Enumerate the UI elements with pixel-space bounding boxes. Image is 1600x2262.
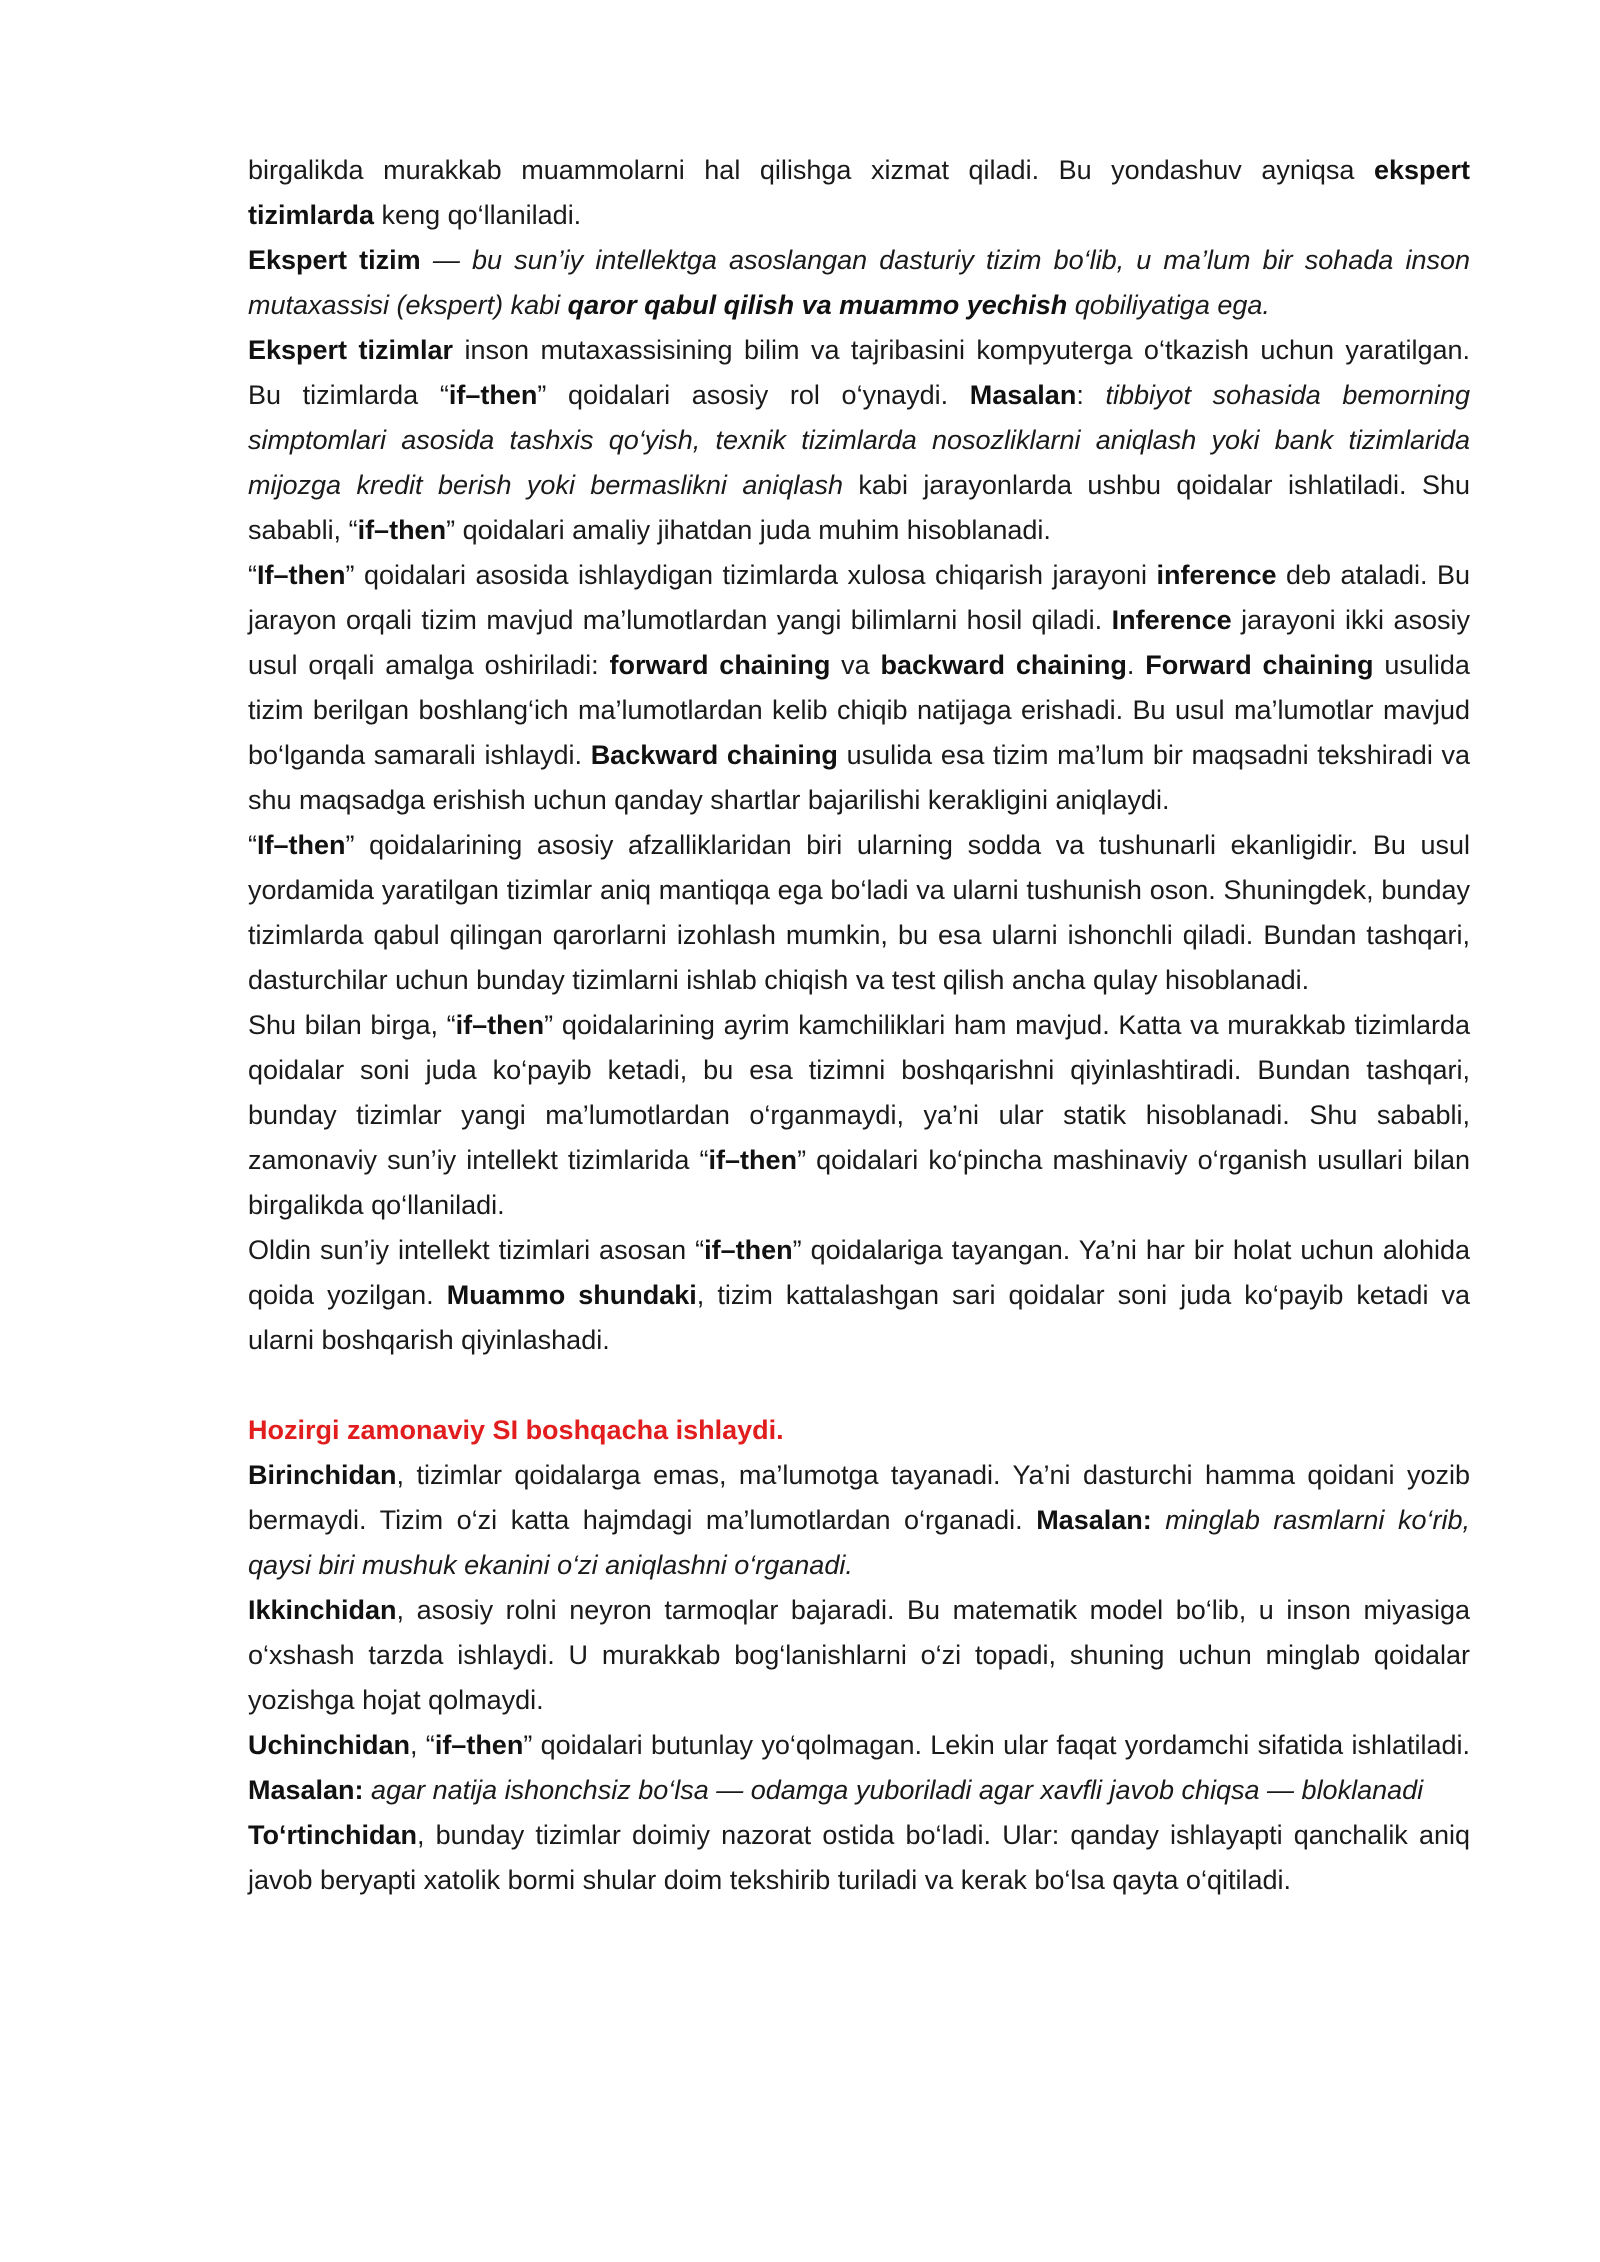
text-run: jarayoni ikki asosiy usul orqali amalga oshiriladi:	[248, 605, 1470, 680]
text-run: ” qoidalarining ayrim kamchiliklari ham mavjud. Katta va murakkab tizimlarda qoidalar soni juda ko‘payib ketadi, bu esa tizimni boshqarishni qiyinlashtiradi. Bundan tashqari, bunday tizimlar yangi ma’lumotlardan o‘rganmaydi, ya’ni ular statik hisoblanadi. Shu sababli, zamonaviy sun’iy intellekt tizimlarida “	[248, 1010, 1471, 1175]
text-run: deb ataladi. Bu jarayon orqali tizim mavjud ma’lumotlardan yangi bilimlarni hosil qiladi.	[248, 560, 1470, 635]
bold-run: Masalan	[969, 380, 1077, 410]
paragraph	[248, 823, 1470, 1003]
paragraph	[248, 1588, 1470, 1723]
text-run: inson mutaxassisining bilim va tajribasini kompyuterga o‘tkazish uchun yaratilgan. Bu tizimlarda “	[248, 335, 1471, 410]
text-run: usulida esa tizim ma’lum bir maqsadni tekshiradi va shu maqsadga erishish uchun qanday shartlar bajarilishi kerakligini aniqlaydi.	[248, 740, 1471, 815]
text-run: ” qoidalari asosida ishlaydigan tizimlarda xulosa chiqarish jarayoni	[345, 560, 1157, 590]
text-run: “	[248, 560, 257, 590]
text-run: ” qoidalari amaliy jihatdan juda muhim hisoblanadi.	[446, 515, 1051, 545]
bold-run: Backward chaining	[590, 740, 838, 770]
bold-run: If–then	[257, 560, 346, 590]
text-run: , tizimlar qoidalarga emas, ma’lumotga tayanadi. Ya’ni dasturchi hamma qoidani yozib bermaydi. Tizim o‘zi katta hajmdagi ma’lumotlardan o‘rganadi.	[248, 1460, 1470, 1535]
bold-run: Uchinchidan	[248, 1730, 411, 1760]
text-run: , bunday tizimlar doimiy nazorat ostida bo‘ladi. Ular: qanday ishlayapti qanchalik aniq javob beryapti xatolik bormi shular doim tekshirib turiladi va kerak bo‘lsa qayta o‘qitiladi.	[248, 1820, 1470, 1895]
italic-run: tibbiyot sohasida bemorning simptomlari asosida tashxis qo‘yish, texnik tizimlarda nosozliklarni aniqlash yoki bank tizimlarida mijozga kredit berish yoki bermaslikni aniqlash	[248, 380, 1470, 500]
italic-run: agar natija ishonchsiz bo‘lsa — odamga yuboriladi agar xavfli javob chiqsa — bloklanadi	[363, 1775, 1424, 1805]
text-run: va	[830, 650, 881, 680]
text-run: ” qoidalariga tayangan. Ya’ni har bir holat uchun alohida qoida yozilgan.	[248, 1235, 1470, 1310]
bold-italic-run: qaror qabul qilish va muammo yechish	[567, 290, 1068, 320]
paragraph	[248, 1228, 1470, 1363]
body-section-2	[248, 1453, 1470, 1903]
bold-run: Ikkinchidan	[248, 1595, 397, 1625]
text-run: birgalikda murakkab muammolarni hal qilishga xizmat qiladi. Bu yondashuv ayniqsa	[248, 155, 1374, 185]
bold-run: if–then	[357, 515, 447, 545]
paragraph	[248, 238, 1470, 328]
paragraph	[248, 1003, 1470, 1228]
bold-run: If–then	[257, 830, 346, 860]
italic-run: qobiliyatiga ega.	[1067, 290, 1270, 320]
bold-run: Ekspert tizimlar	[248, 335, 454, 365]
bold-run: Forward chaining	[1145, 650, 1374, 680]
text-run: Oldin sun’iy intellekt tizimlari asosan “	[248, 1235, 705, 1265]
section-heading: Hozirgi zamonaviy SI boshqacha ishlaydi.	[248, 1415, 784, 1445]
bold-run: inference	[1156, 560, 1277, 590]
bold-run: Birinchidan	[248, 1460, 397, 1490]
text-run: .	[1126, 650, 1146, 680]
bold-run: Ekspert tizim	[248, 245, 421, 275]
bold-run: if–then	[448, 380, 538, 410]
text-run: Shu bilan birga, “	[248, 1010, 456, 1040]
italic-run: minglab rasmlarni ko‘rib, qaysi biri mushuk ekanini o‘zi aniqlashni o‘rganadi.	[248, 1505, 1470, 1580]
italic-run: — bu sun’iy intellektga asoslangan dasturiy tizim bo‘lib, u ma’lum bir sohada inson mutaxassisi (ekspert) kabi	[248, 245, 1470, 320]
bold-run: Inference	[1111, 605, 1232, 635]
bold-run: if–then	[434, 1730, 524, 1760]
text-run: ” qoidalari butunlay yo‘qolmagan. Lekin ular faqat yordamchi sifatida ishlatiladi.	[523, 1730, 1471, 1760]
bold-run: Masalan:	[1036, 1505, 1152, 1535]
text-run: , tizim kattalashgan sari qoidalar soni juda ko‘payib ketadi va ularni boshqarish qiyinlashadi.	[248, 1280, 1470, 1355]
text-run: keng qo‘llaniladi.	[374, 200, 582, 230]
text-run: kabi jarayonlarda ushbu qoidalar ishlatiladi. Shu sababli, “	[248, 470, 1470, 545]
bold-run: Muammo shundaki	[446, 1280, 697, 1310]
bold-run: if–then	[455, 1010, 545, 1040]
text-run: , asosiy rolni neyron tarmoqlar bajaradi. Bu matematik model bo‘lib, u inson miyasiga o‘xshash tarzda ishlaydi. U murakkab bog‘lanishlarni o‘zi topadi, shuning uchun minglab qoidalar yozishga hojat qolmaydi.	[248, 1595, 1470, 1715]
paragraph	[248, 148, 1470, 238]
text-run: ” qoidalari ko‘pincha mashinaviy o‘rganish usullari bilan birgalikda qo‘llaniladi.	[248, 1145, 1470, 1220]
document-page	[248, 148, 1470, 1903]
bold-run: if–then	[708, 1145, 798, 1175]
text-run: ” qoidalarining asosiy afzalliklaridan biri ularning sodda va tushunarli ekanligidir. Bu usul yordamida yaratilgan tizimlar aniq mantiqqa ega bo‘ladi va ularni tushunish oson. Shuningdek, bunday tizimlarda qabul qilingan qarorlarni izohlash mumkin, bu esa ularni ishonchli qiladi. Bundan tashqari, dasturchilar uchun bunday tizimlarni ishlab chiqish va test qilish ancha qulay hisoblanadi.	[248, 830, 1470, 995]
bold-run: if–then	[704, 1235, 793, 1265]
text-run: “	[248, 830, 257, 860]
section-spacer	[248, 1363, 1470, 1408]
text-run: , “	[410, 1730, 435, 1760]
bold-run: forward chaining	[609, 650, 831, 680]
bold-run: backward chaining	[880, 650, 1127, 680]
bold-run: Masalan:	[248, 1775, 364, 1805]
paragraph	[248, 328, 1470, 553]
text-run: :	[1076, 380, 1106, 410]
text-run: ” qoidalari asosiy rol o‘ynaydi.	[537, 380, 970, 410]
body-section-1	[248, 148, 1470, 1363]
paragraph	[248, 1723, 1470, 1813]
bold-run: ekspert tizimlarda	[248, 155, 1470, 230]
paragraph	[248, 1453, 1470, 1588]
text-run: usulida tizim berilgan boshlang‘ich ma’lumotlardan kelib chiqib natijaga erishadi. Bu usul ma’lumotlar mavjud bo‘lganda samarali ishlaydi.	[248, 650, 1470, 770]
bold-run: To‘rtinchidan	[248, 1820, 417, 1850]
paragraph	[248, 1813, 1470, 1903]
paragraph	[248, 553, 1470, 823]
